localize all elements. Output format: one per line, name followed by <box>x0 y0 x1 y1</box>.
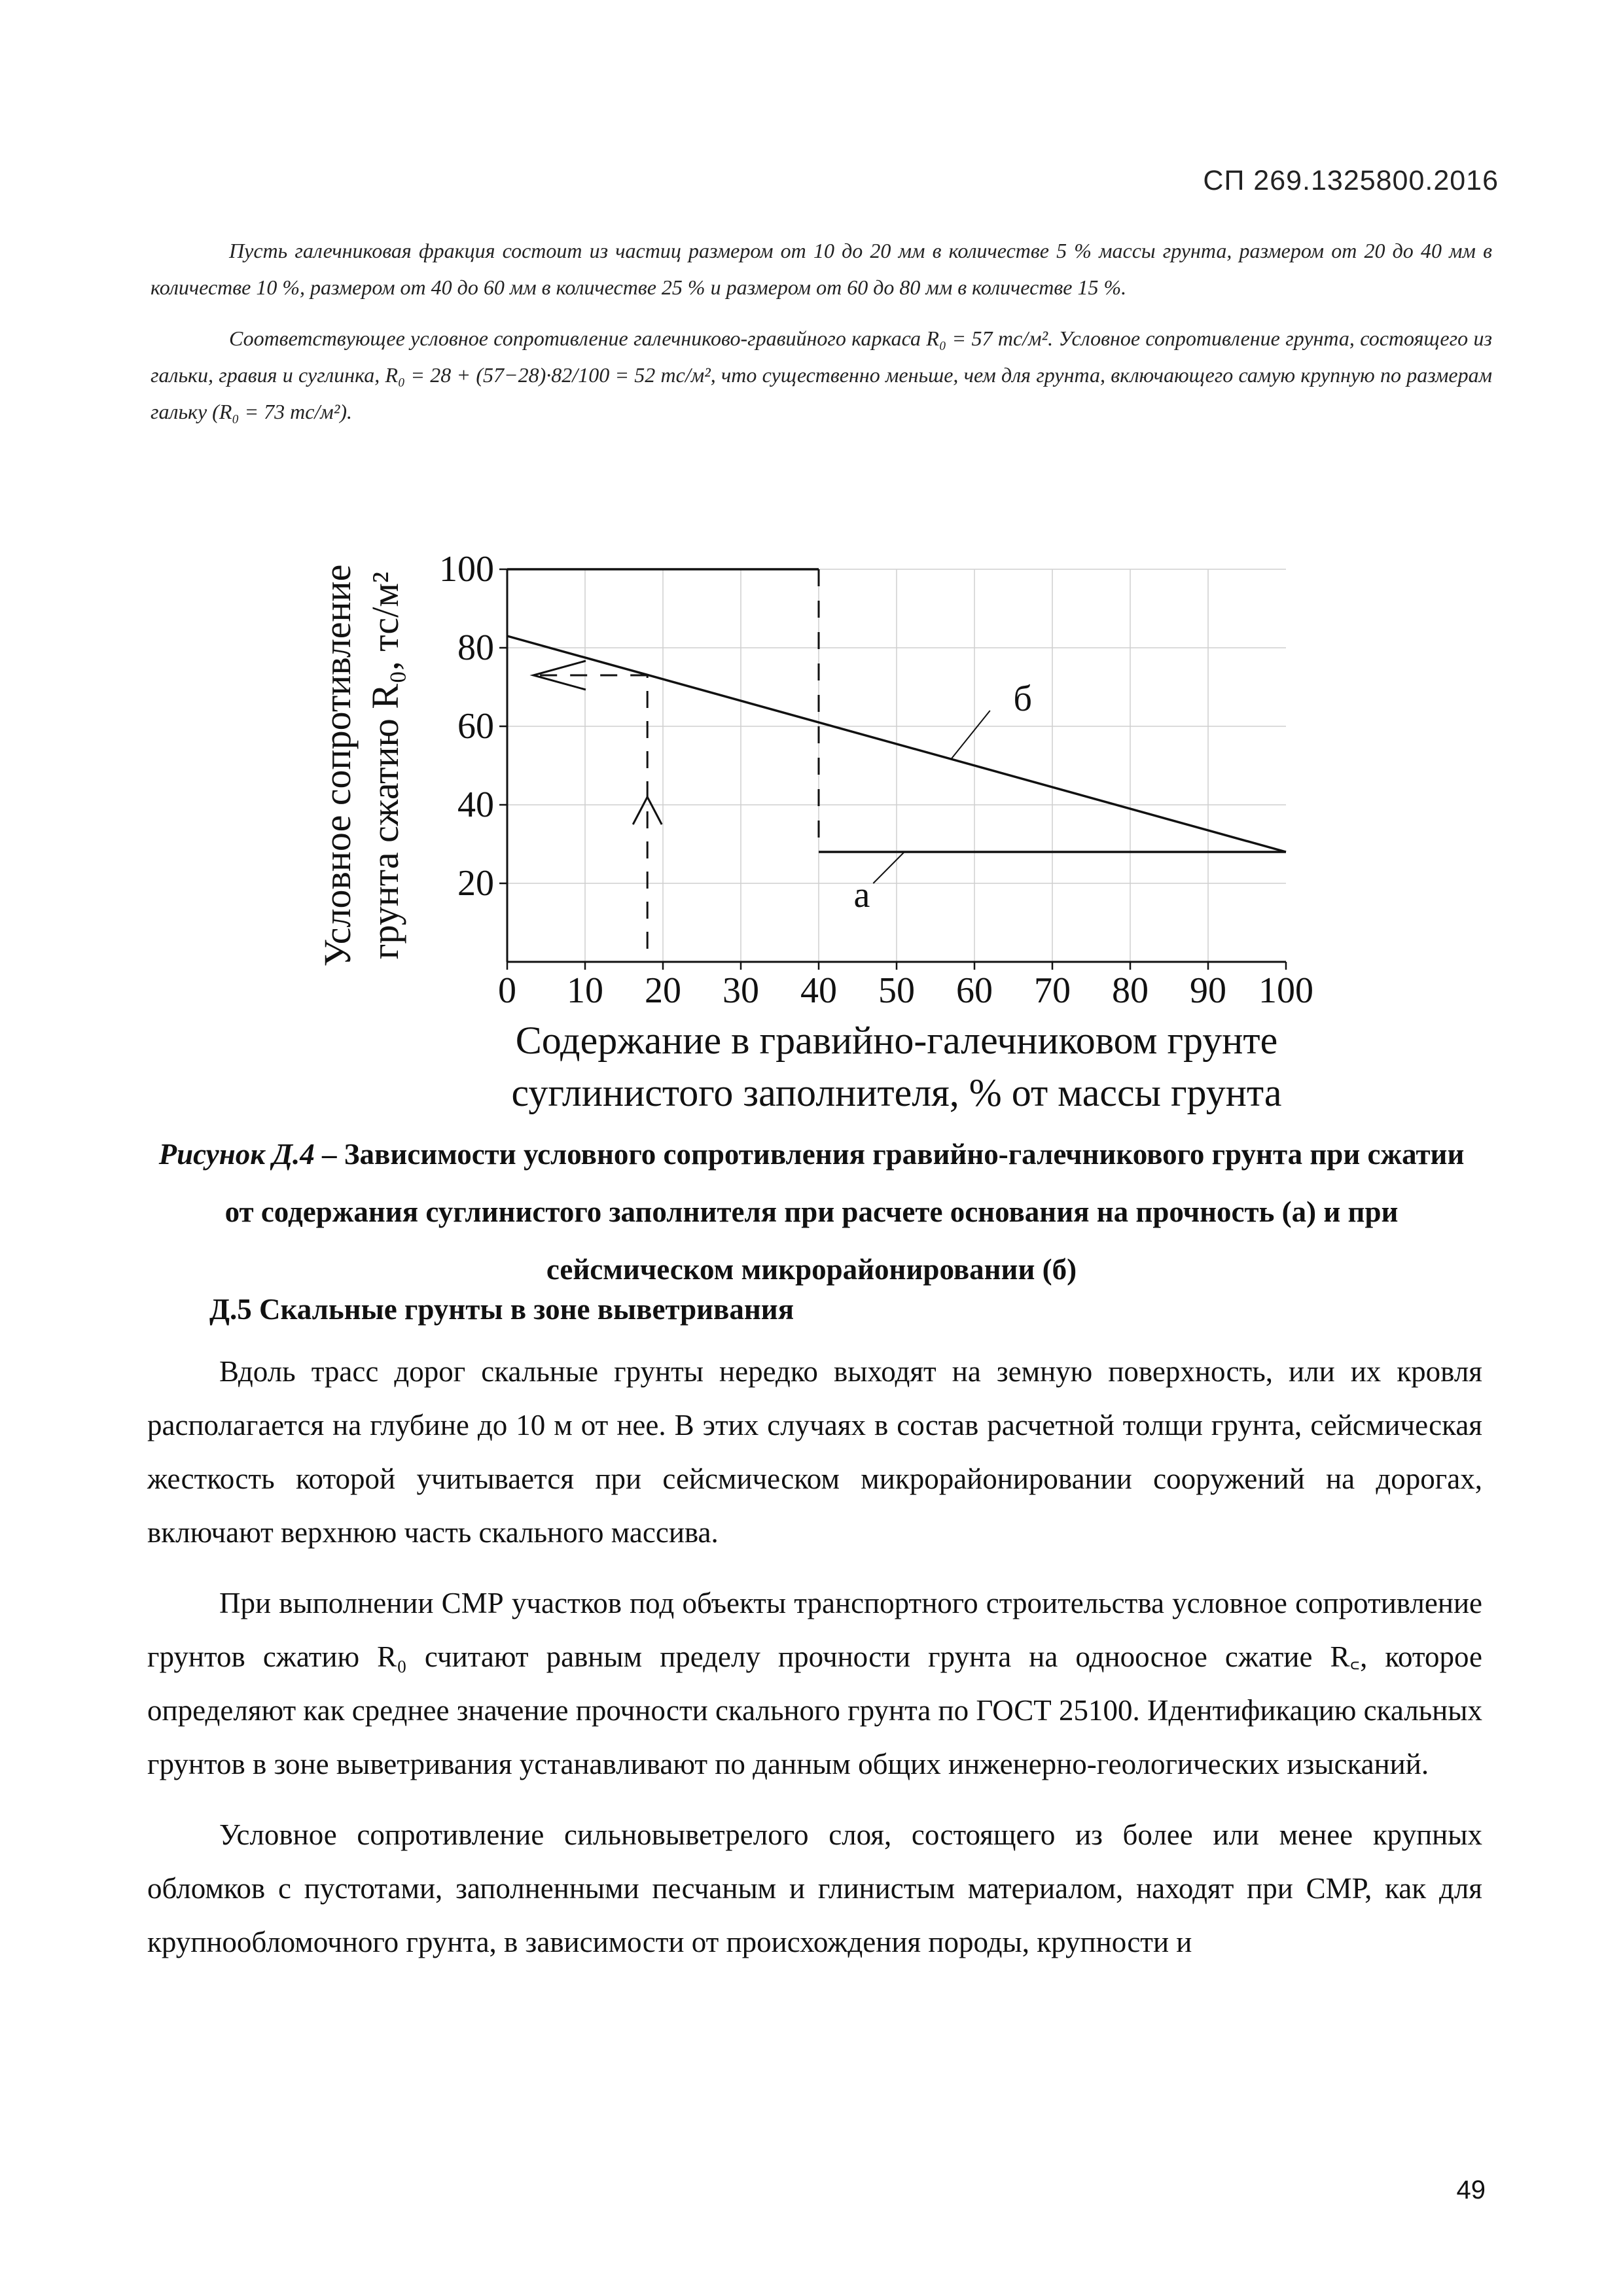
label-b-leader <box>951 711 990 759</box>
intro-paragraph-2: Соответствующее условное сопротивление галечниково-гравийного каркаса R₀ = 57 тс/м². Условное сопротивление грунта, состоящего из гальки, гравия и суглинка, R₀ = 28 + (57−28)·82/100 = 52 тс/м², что существенно меньше, чем для грунта, включающего самую крупную по размерам гальку (R₀ = 73 тс/м²). <box>151 327 1492 423</box>
figure-number: Рисунок Д.4 <box>158 1138 315 1171</box>
section-title: Д.5 Скальные грунты в зоне выветривания <box>209 1293 794 1326</box>
series-a-label: а <box>853 875 870 915</box>
figure-caption <box>144 1125 1479 1298</box>
x-tick-label-50: 50 <box>878 970 915 1011</box>
x-tick-label-90: 90 <box>1190 970 1226 1011</box>
x-tick-label-60: 60 <box>956 970 993 1011</box>
y-tick-label-100: 100 <box>439 549 494 590</box>
section-paragraph-2: При выполнении СМР участков под объекты транспортного строительства условное сопротивление грунтов сжатию R₀ считают равным пределу прочности грунта на одноосное сжатие R꜀, которое определяют как среднее значение прочности скального грунта по ГОСТ 25100. Идентификацию скальных грунтов в зоне выветривания устанавливают по данным общих инженерно-геологических изысканий. <box>147 1587 1482 1780</box>
x-tick-label-40: 40 <box>800 970 837 1011</box>
x-axis-label-line1: Содержание в гравийно-галечниковом грунте <box>515 1019 1278 1062</box>
figure-d4 <box>301 543 1348 1119</box>
x-tick-label-70: 70 <box>1034 970 1071 1011</box>
document-code: СП 269.1325800.2016 <box>1203 165 1499 196</box>
chart-grid <box>507 569 1286 962</box>
x-tick-label-30: 30 <box>722 970 759 1011</box>
y-tick-label-60: 60 <box>457 706 494 747</box>
x-tick-label-80: 80 <box>1112 970 1149 1011</box>
label-a-leader <box>873 852 904 883</box>
x-tick-label-10: 10 <box>567 970 603 1011</box>
figure-caption-text: – Зависимости условного сопротивления гравийно-галечникового грунта при сжатии от содержания суглинистого заполнителя при расчете основания на прочность (а) и при сейсмическом микрорайонировании (б) <box>224 1138 1465 1286</box>
section-body <box>147 1345 1482 1969</box>
page-number: 49 <box>1456 2176 1486 2204</box>
x-tick-label-0: 0 <box>498 970 516 1011</box>
section-paragraph-3: Условное сопротивление сильновыветрелого слоя, состоящего из более или менее крупных обломков с пустотами, заполненными песчаным и глинистым материалом, находят при СМР, как для крупнообломочного грунта, в зависимости от происхождения породы, крупности и <box>147 1818 1482 1958</box>
y-tick-label-40: 40 <box>457 785 494 825</box>
intro-text <box>151 232 1492 430</box>
x-tick-label-20: 20 <box>645 970 681 1011</box>
y-tick-label-20: 20 <box>457 863 494 904</box>
x-tick-label-100: 100 <box>1258 970 1313 1011</box>
series-b-label: б <box>1013 679 1032 719</box>
x-axis-label-line2: суглинистого заполнителя, % от массы грунта <box>511 1071 1282 1114</box>
chart <box>301 543 1348 1119</box>
chart-ticks <box>439 549 1313 1011</box>
intro-paragraph-1: Пусть галечниковая фракция состоит из частиц размером от 10 до 20 мм в количестве 5 % массы грунта, размером от 20 до 40 мм в количестве 10 %, размером от 40 до 60 мм в количестве 25 % и размером от 60 до 80 мм в количестве 15 %. <box>151 239 1492 299</box>
section-paragraph-1: Вдоль трасс дорог скальные грунты нередко выходят на земную поверхность, или их кровля располагается на глубине до 10 м от нее. В этих случаях в состав расчетной толщи грунта, сейсмическая жесткость которой учитывается при сейсмическом микрорайонировании сооружений на дорогах, включают верхнюю часть скального массива. <box>147 1355 1482 1549</box>
y-axis-label-line2: грунта сжатию R₀, тс/м² <box>364 571 406 960</box>
y-tick-label-80: 80 <box>457 627 494 668</box>
y-axis-label-line1: Условное сопротивление <box>316 564 359 967</box>
